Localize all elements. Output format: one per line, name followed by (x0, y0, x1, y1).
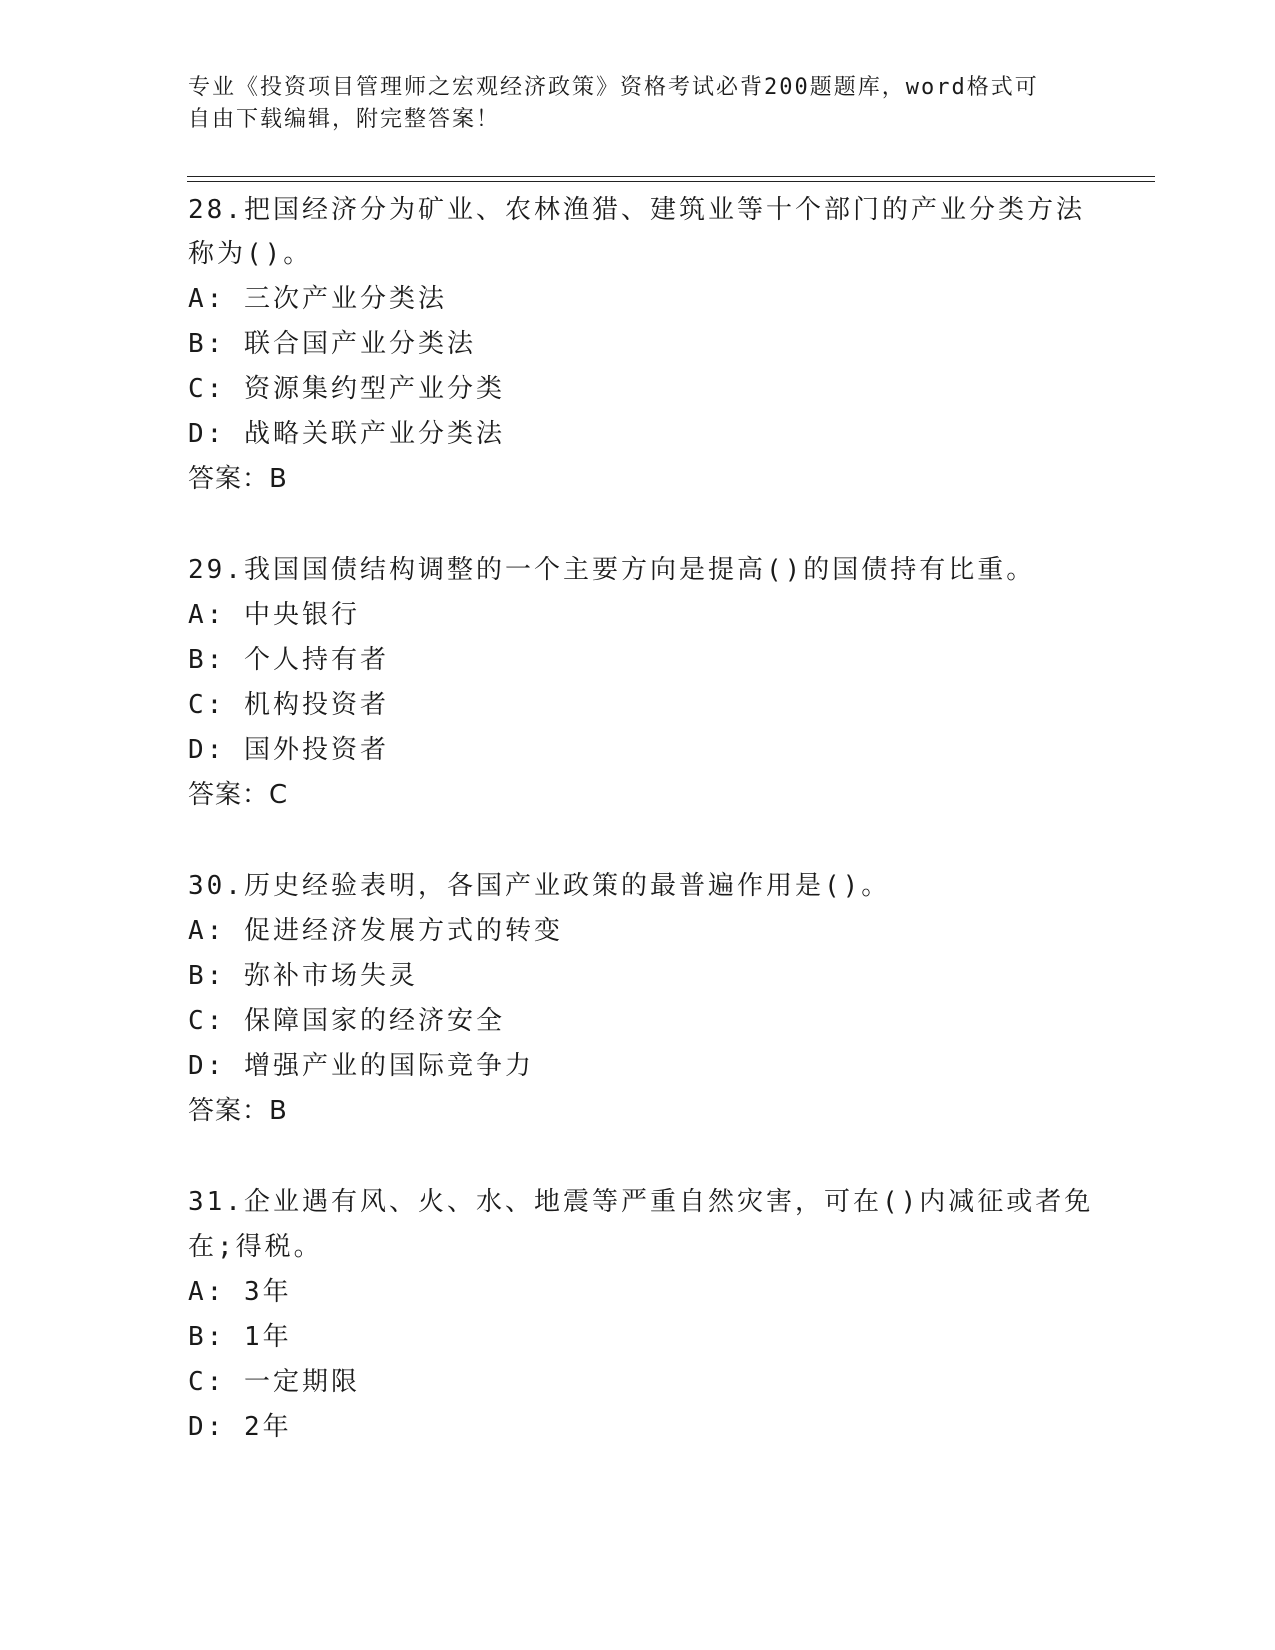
question-31-stem-line-2: 在;得税。 (188, 1232, 323, 1262)
question-30-option-a: A: 促进经济发展方式的转变 (188, 916, 563, 946)
question-29-option-b: B: 个人持有者 (188, 645, 389, 675)
question-29-stem-line-1: 29.我国国债结构调整的一个主要方向是提高()的国债持有比重。 (188, 555, 1036, 585)
question-31-option-a: A: 3年 (188, 1277, 292, 1307)
question-28-stem-line-1: 28.把国经济分为矿业、农林渔猎、建筑业等十个部门的产业分类方法 (188, 195, 1085, 225)
question-31-option-c: C: 一定期限 (188, 1367, 360, 1397)
document-header-line-2: 自由下载编辑，附完整答案！ (188, 107, 501, 132)
question-29-option-a: A: 中央银行 (188, 600, 360, 630)
question-28-option-d: D: 战略关联产业分类法 (188, 419, 505, 449)
document-header-line-1: 专业《投资项目管理师之宏观经济政策》资格考试必背200题题库，word格式可 (188, 75, 1039, 100)
question-30-answer: 答案：B (188, 1096, 288, 1126)
question-29-option-d: D: 国外投资者 (188, 735, 389, 765)
question-28-answer: 答案：B (188, 464, 288, 494)
question-31-option-d: D: 2年 (188, 1412, 292, 1442)
question-29-option-c: C: 机构投资者 (188, 690, 389, 720)
question-31-option-b: B: 1年 (188, 1322, 292, 1352)
question-30-stem-line-1: 30.历史经验表明，各国产业政策的最普遍作用是()。 (188, 871, 891, 901)
header-rule-top (187, 176, 1155, 177)
question-29-answer: 答案：C (188, 780, 289, 810)
question-28-option-c: C: 资源集约型产业分类 (188, 374, 505, 404)
question-30-option-c: C: 保障国家的经济安全 (188, 1006, 505, 1036)
question-28-option-b: B: 联合国产业分类法 (188, 329, 476, 359)
question-28-stem-line-2: 称为()。 (188, 239, 313, 269)
question-30-option-d: D: 增强产业的国际竞争力 (188, 1051, 534, 1081)
question-31-stem-line-1: 31.企业遇有风、火、水、地震等严重自然灾害，可在()内减征或者免 (188, 1187, 1094, 1217)
question-28-option-a: A: 三次产业分类法 (188, 284, 447, 314)
question-30-option-b: B: 弥补市场失灵 (188, 961, 418, 991)
header-rule-bottom (187, 181, 1155, 182)
